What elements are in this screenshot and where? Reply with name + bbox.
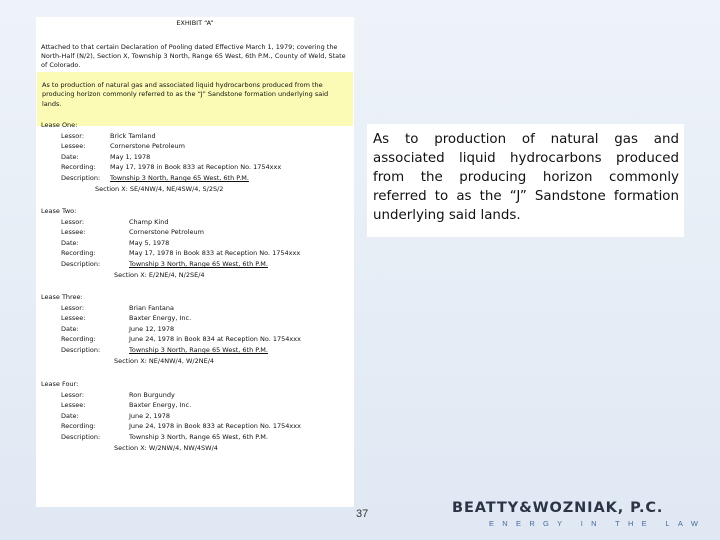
- exhibit-highlighted-clause: As to production of natural gas and associated liquid hydrocarbons produced from the producing horizon commonly referred to as the “J” Sandstone formation underlying said lands.: [37, 72, 353, 126]
- section-value: Section X: SE/4NW/4, NE/4SW/4, S/2S/2: [95, 184, 224, 193]
- description-label: Description:: [61, 432, 101, 441]
- lease-title: Lease One:: [41, 121, 78, 129]
- lessor-label: Lessor:: [61, 303, 85, 312]
- callout-text-box: As to production of natural gas and associated liquid hydrocarbons produced from the producing horizon commonly referred to as the “J” Sandstone formation underlying said lands.: [367, 124, 684, 237]
- description-value: Township 3 North, Range 65 West, 6th P.M.: [110, 173, 249, 182]
- lessee-label: Lessee:: [61, 401, 86, 410]
- description-value: Township 3 North, Range 65 West, 6th P.M.: [129, 259, 268, 268]
- recording-value: June 24, 1978 in Book 834 at Reception No. 1754xxx: [129, 335, 301, 344]
- description-label: Description:: [61, 173, 101, 182]
- recording-label: Recording:: [61, 422, 96, 431]
- date-label: Date:: [61, 411, 79, 420]
- lessor-row: [41, 303, 301, 314]
- recording-row: [41, 162, 281, 173]
- recording-row: [41, 248, 300, 259]
- lessee-row: [41, 400, 301, 411]
- description-value: Township 3 North, Range 65 West, 6th P.M.: [129, 432, 268, 441]
- lessee-label: Lessee:: [61, 142, 86, 151]
- lease-title: Lease Two:: [41, 207, 77, 215]
- lessee-label: Lessee:: [61, 228, 86, 237]
- description-row: [41, 173, 281, 184]
- description-row: [41, 259, 300, 270]
- lessor-value: Brick Tamland: [110, 131, 156, 140]
- lease-one: [41, 120, 281, 194]
- description-value: Township 3 North, Range 65 West, 6th P.M.: [129, 345, 268, 354]
- section-value: Section X: W/2NW/4, NW/4SW/4: [114, 443, 218, 452]
- lessor-label: Lessor:: [61, 131, 85, 140]
- lease-title: Lease Four:: [41, 380, 79, 388]
- lessee-value: Cornerstone Petroleum: [110, 142, 185, 151]
- description-label: Description:: [61, 345, 101, 354]
- description-row: [41, 345, 301, 356]
- recording-row: [41, 421, 301, 432]
- recording-row: [41, 334, 301, 345]
- lessee-value: Baxter Energy, Inc.: [129, 401, 192, 410]
- recording-label: Recording:: [61, 163, 96, 172]
- date-label: Date:: [61, 152, 79, 161]
- firm-tagline: ENERGY IN THE LAW: [489, 519, 707, 528]
- date-label: Date:: [61, 238, 79, 247]
- date-value: June 12, 1978: [129, 324, 175, 333]
- recording-value: May 17, 1978 in Book 833 at Reception No. 1754xxx: [129, 249, 301, 258]
- recording-label: Recording:: [61, 249, 96, 258]
- lease-title: Lease Three:: [41, 293, 83, 301]
- exhibit-intro: Attached to that certain Declaration of Pooling dated Effective March 1, 1979; covering the North-Half (N/2), Section X, Township 3 North, Range 65 West, 6th P.M., County of Weld, State of Colorado.: [41, 43, 346, 69]
- section-value: Section X: E/2NE/4, N/2SE/4: [114, 270, 205, 279]
- lessee-row: [41, 141, 281, 152]
- lessor-value: Brian Fantana: [129, 303, 174, 312]
- exhibit-title: EXHIBIT “A”: [176, 19, 214, 27]
- recording-value: June 24, 1978 in Book 833 at Reception No. 1754xxx: [129, 422, 301, 431]
- recording-label: Recording:: [61, 335, 96, 344]
- date-row: [41, 411, 301, 422]
- lessor-row: [41, 131, 281, 142]
- lessee-value: Baxter Energy, Inc.: [129, 314, 192, 323]
- lessee-value: Cornerstone Petroleum: [129, 228, 204, 237]
- lessee-label: Lessee:: [61, 314, 86, 323]
- lease-two: [41, 206, 300, 280]
- lease-four: [41, 379, 301, 453]
- description-label: Description:: [61, 259, 101, 268]
- lessor-label: Lessor:: [61, 217, 85, 226]
- section-value: Section X: NE/4NW/4, W/2NE/4: [114, 356, 215, 365]
- date-row: [41, 238, 300, 249]
- lessor-row: [41, 390, 301, 401]
- date-value: June 2, 1978: [129, 411, 171, 420]
- firm-name: BEATTY&WOZNIAK, P.C.: [452, 500, 664, 516]
- firm-logo: [452, 500, 707, 532]
- date-row: [41, 324, 301, 335]
- description-row: [41, 432, 301, 443]
- date-row: [41, 152, 281, 163]
- lessor-value: Ron Burgundy: [129, 390, 175, 399]
- recording-value: May 17, 1978 in Book 833 at Reception No. 1754xxx: [110, 163, 282, 172]
- date-label: Date:: [61, 324, 79, 333]
- page-number: 37: [356, 508, 369, 520]
- date-value: May 5, 1978: [129, 238, 170, 247]
- exhibit-document: [36, 17, 354, 507]
- lessor-value: Champ Kind: [129, 217, 169, 226]
- lessor-row: [41, 217, 300, 228]
- lessee-row: [41, 227, 300, 238]
- lessee-row: [41, 313, 301, 324]
- lessor-label: Lessor:: [61, 390, 85, 399]
- date-value: May 1, 1978: [110, 152, 151, 161]
- lease-three: [41, 292, 301, 366]
